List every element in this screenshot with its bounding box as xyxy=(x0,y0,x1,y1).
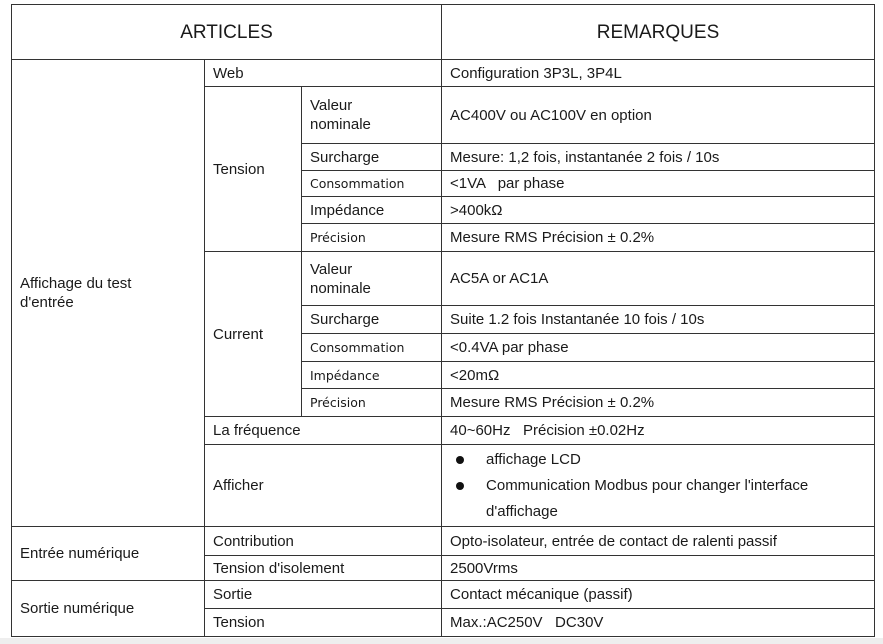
header-articles: ARTICLES xyxy=(12,5,442,60)
afficher-label: Afficher xyxy=(205,445,442,527)
tension-impedance-value: >400kΩ xyxy=(442,197,875,224)
tension-consommation-label: Consommation xyxy=(302,171,442,197)
group-sortie: Sortie numérique xyxy=(12,581,205,637)
tension-label: Tension xyxy=(205,87,302,252)
table-row xyxy=(12,60,875,87)
sortie-label: Sortie xyxy=(205,581,442,609)
group-affichage xyxy=(12,60,205,527)
tension-valeur-value: AC400V ou AC100V en option xyxy=(442,87,875,144)
sortie-tension-value: Max.:AC250V DC30V xyxy=(442,609,875,637)
entree-contribution-value: Opto-isolateur, entrée de contact de ralenti passif xyxy=(442,527,875,556)
current-valeur-label xyxy=(302,252,442,306)
header-row xyxy=(12,5,875,60)
tension-surcharge-value: Mesure: 1,2 fois, instantanée 2 fois / 10s xyxy=(442,144,875,171)
current-valeur-text: Valeur nominale xyxy=(310,260,371,297)
table-row xyxy=(12,581,875,609)
current-surcharge-label: Surcharge xyxy=(302,306,442,334)
group-entree: Entrée numérique xyxy=(12,527,205,581)
afficher-list xyxy=(450,447,874,525)
tension-valeur-text: Valeur nominale xyxy=(310,97,371,133)
current-consommation-value: <0.4VA par phase xyxy=(442,334,875,362)
entree-isolement-label: Tension d'isolement xyxy=(205,556,442,581)
table-row xyxy=(12,527,875,556)
current-impedance-value: <20mΩ xyxy=(442,362,875,389)
current-consommation-label: Consommation xyxy=(302,334,442,362)
bullet-icon xyxy=(456,456,464,464)
bullet-icon xyxy=(456,482,464,490)
current-label: Current xyxy=(205,252,302,417)
frequence-label: La fréquence xyxy=(205,417,442,445)
afficher-item xyxy=(450,447,874,473)
entree-isolement-value: 2500Vrms xyxy=(442,556,875,581)
specifications-table xyxy=(11,4,875,637)
current-surcharge-value: Suite 1.2 fois Instantanée 10 fois / 10s xyxy=(442,306,875,334)
afficher-item-text: Communication Modbus pour changer l'interface d'affichage xyxy=(486,476,809,520)
tension-surcharge-label: Surcharge xyxy=(302,144,442,171)
entree-contribution-label: Contribution xyxy=(205,527,442,556)
web-value: Configuration 3P3L, 3P4L xyxy=(442,60,875,87)
afficher-value xyxy=(442,445,875,527)
tension-precision-value: Mesure RMS Précision ± 0.2% xyxy=(442,224,875,252)
group-affichage-label: Affichage du test d'entrée xyxy=(20,275,132,311)
afficher-item-text: affichage LCD xyxy=(486,450,581,468)
frequence-value: 40~60Hz Précision ±0.02Hz xyxy=(442,417,875,445)
web-label: Web xyxy=(205,60,442,87)
bottom-strip xyxy=(0,638,883,644)
sortie-tension-label: Tension xyxy=(205,609,442,637)
tension-impedance-label: Impédance xyxy=(302,197,442,224)
afficher-item xyxy=(450,473,874,525)
current-precision-value: Mesure RMS Précision ± 0.2% xyxy=(442,389,875,417)
current-impedance-label: Impédance xyxy=(302,362,442,389)
tension-precision-label: Précision xyxy=(302,224,442,252)
current-valeur-value: AC5A or AC1A xyxy=(442,252,875,306)
header-remarques: REMARQUES xyxy=(442,5,875,60)
current-precision-label: Précision xyxy=(302,389,442,417)
tension-consommation-value: <1VA par phase xyxy=(442,171,875,197)
sortie-value: Contact mécanique (passif) xyxy=(442,581,875,609)
tension-valeur-label xyxy=(302,87,442,144)
